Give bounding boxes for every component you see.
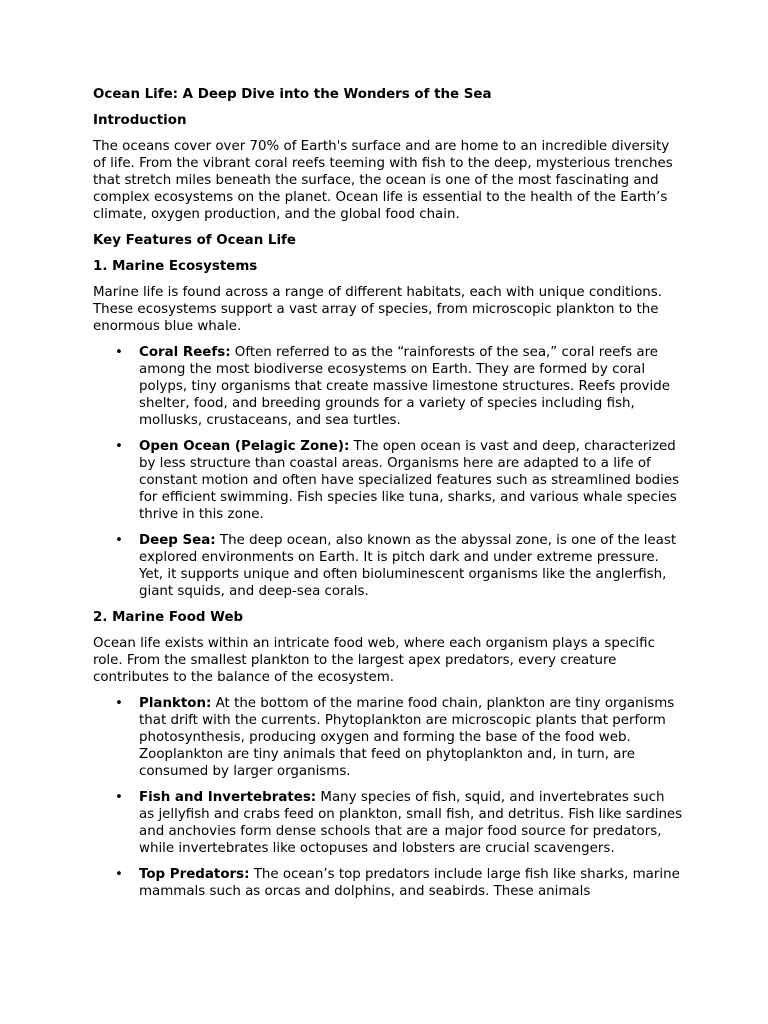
bullet-icon: •	[115, 439, 123, 454]
intro-heading: Introduction	[93, 113, 187, 128]
list-item	[93, 344, 683, 429]
list-item	[93, 438, 683, 523]
bullet-icon: •	[115, 345, 123, 360]
list-item-term: Top Predators:	[139, 867, 250, 882]
bullet-icon: •	[115, 790, 123, 805]
document-page	[93, 86, 683, 909]
list-item-text: Many species of fish, squid, and invertebrates such as jellyfish and crabs feed on plankton, small fish, and detritus. Fish like sardines and anchovies form dense schools that are a major food source for predators, while invertebrates like octopuses and lobsters are crucial scavengers.	[139, 790, 683, 856]
list-item-text: Often referred to as the “rainforests of the sea,” coral reefs are among the most biodiverse ecosystems on Earth. They are formed by coral polyps, tiny organisms that create massive limestone structures. Reefs provide shelter, food, and breeding grounds for a variety of species including fish, mollusks, crustaceans, and sea turtles.	[139, 345, 670, 428]
list-item	[93, 695, 683, 780]
bullet-icon: •	[115, 533, 123, 548]
document-title: Ocean Life: A Deep Dive into the Wonders of the Sea	[93, 87, 492, 102]
list-item	[93, 532, 683, 600]
bullet-icon: •	[115, 696, 123, 711]
section-heading-marine-ecosystems: 1. Marine Ecosystems	[93, 259, 258, 274]
list-item-term: Deep Sea:	[139, 533, 216, 548]
section-paragraph-marine-food-web: Ocean life exists within an intricate food web, where each organism plays a specific role. From the smallest plankton to the largest apex predators, every creature contributes to the balance of the ecosystem.	[93, 636, 655, 685]
list-item-term: Coral Reefs:	[139, 345, 231, 360]
bullet-list-marine-ecosystems	[93, 344, 683, 600]
bullet-icon: •	[115, 867, 123, 882]
section-paragraph-marine-ecosystems: Marine life is found across a range of different habitats, each with unique conditions. These ecosystems support a vast array of species, from microscopic plankton to the enormous blue whale.	[93, 285, 662, 334]
list-item-term: Fish and Invertebrates:	[139, 790, 317, 805]
list-item-text: The deep ocean, also known as the abyssal zone, is one of the least explored environments on Earth. It is pitch dark and under extreme pressure. Yet, it supports unique and often bioluminescent organisms like the anglerfish, giant squids, and deep-sea corals.	[139, 533, 677, 599]
list-item-text: The ocean’s top predators include large fish like sharks, marine mammals such as orcas and dolphins, and seabirds. These animals	[139, 867, 680, 899]
list-item-text: The open ocean is vast and deep, characterized by less structure than coastal areas. Organisms here are adapted to a life of constant motion and often have specialized features such as streamlined bodies for efficient swimming. Fish species like tuna, sharks, and various whale species thrive in this zone.	[139, 439, 680, 522]
list-item	[93, 789, 683, 857]
intro-paragraph: The oceans cover over 70% of Earth's surface and are home to an incredible diversity of life. From the vibrant coral reefs teeming with fish to the deep, mysterious trenches that stretch miles beneath the surface, the ocean is one of the most fascinating and complex ecosystems on the planet. Ocean life is essential to the health of the Earth’s climate, oxygen production, and the global food chain.	[93, 139, 673, 222]
section-heading-marine-food-web: 2. Marine Food Web	[93, 610, 244, 625]
list-item-term: Open Ocean (Pelagic Zone):	[139, 439, 350, 454]
key-features-heading: Key Features of Ocean Life	[93, 233, 296, 248]
list-item	[93, 866, 683, 900]
list-item-term: Plankton:	[139, 696, 212, 711]
list-item-text: At the bottom of the marine food chain, plankton are tiny organisms that drift with the currents. Phytoplankton are microscopic plants that perform photosynthesis, producing oxygen and forming the base of the food web. Zooplankton are tiny animals that feed on phytoplankton and, in turn, are consumed by larger organisms.	[139, 696, 675, 779]
bullet-list-marine-food-web	[93, 695, 683, 900]
